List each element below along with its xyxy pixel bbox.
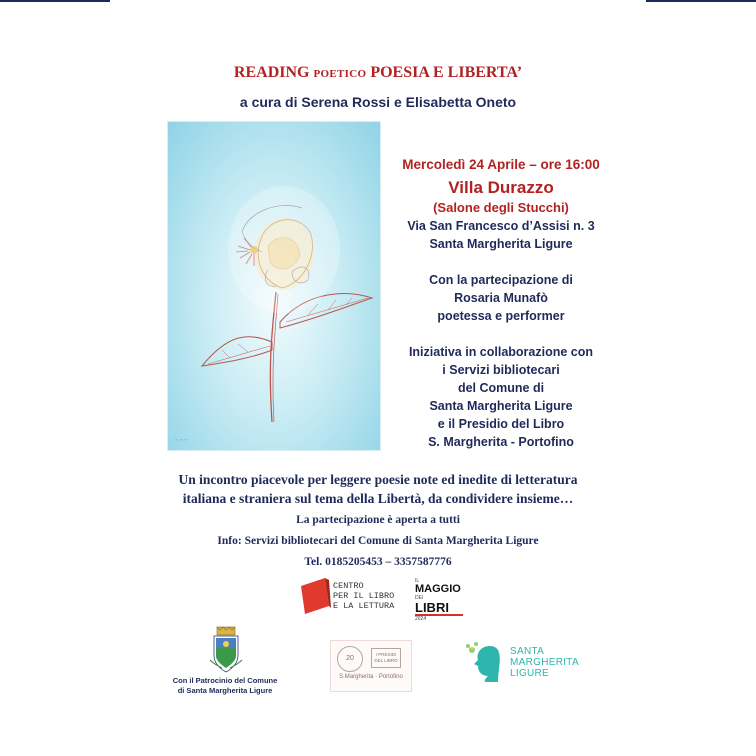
description-line: italiana e straniera sul tema della Libertà, da condividere insieme… <box>182 491 574 506</box>
poster-subtitle: a cura di Serena Rossi e Elisabetta Oneto <box>239 94 517 110</box>
painting-signature: ~ ~ ~ <box>175 438 188 444</box>
sml-line: SANTA <box>510 646 545 657</box>
collaboration-line: e il Presidio del Libro <box>437 417 565 431</box>
participation-line: Con la partecipazione di <box>429 273 573 287</box>
phone-line: Tel. 0185205453 – 3357587776 <box>304 556 452 568</box>
presidio-book-badge: I PRESIDI DEL LIBRO <box>371 648 401 668</box>
presidio-20-badge: 20 <box>337 646 363 672</box>
book-red-icon <box>299 576 333 616</box>
participation-line: poetessa e performer <box>437 309 565 323</box>
event-description <box>140 470 616 508</box>
centro-line: E LA LETTURA <box>333 601 395 611</box>
maggio-word: MAGGIO <box>415 583 461 595</box>
centro-line: PER IL LIBRO <box>333 591 395 601</box>
participation-line: Rosaria Munafò <box>454 291 548 305</box>
patrocinio-line: Con il Patrocinio del Comune <box>172 676 278 685</box>
open-to-all: La partecipazione è aperta a tutti <box>296 514 460 526</box>
patrocinio-text <box>150 676 300 696</box>
address-line: Via San Francesco d’Assisi n. 3 <box>407 219 595 233</box>
description-line: Un incontro piacevole per leggere poesie note ed inedite di letteratura <box>178 472 578 487</box>
title-reading: READING <box>233 64 314 81</box>
sml-line: MARGHERITA <box>510 657 579 668</box>
centro-line: CENTRO <box>333 581 364 591</box>
maggio-libri: LIBRI <box>415 600 449 615</box>
centro-libro-logo <box>299 576 399 618</box>
event-details <box>386 156 616 451</box>
flower-painting <box>168 122 380 450</box>
top-left-rule <box>0 0 110 2</box>
patrocinio-line: di Santa Margherita Ligure <box>177 686 273 695</box>
collaboration-line: i Servizi bibliotecari <box>442 363 560 377</box>
event-date: Mercoledì 24 Aprile – ore 16:00 <box>402 157 600 172</box>
address-line: Santa Margherita Ligure <box>429 237 573 251</box>
presidio-libro-logo <box>330 640 412 692</box>
collaboration-line: Santa Margherita Ligure <box>429 399 573 413</box>
collaboration-line: del Comune di <box>457 381 545 395</box>
maggio-year: 2024 <box>415 614 463 622</box>
woman-profile-flower-icon <box>464 640 508 684</box>
municipal-crest-icon <box>208 626 244 674</box>
title-poetico: POETICO <box>313 68 367 80</box>
collaboration-line: S. Margherita - Portofino <box>428 435 574 449</box>
santa-margherita-logo <box>464 640 584 684</box>
maggio-il: IL <box>415 578 420 584</box>
maggio-dei: DEI <box>415 595 424 601</box>
top-right-rule <box>646 0 756 2</box>
presidio-caption: S.Margherita · Portofino <box>339 674 403 680</box>
info-line: Info: Servizi bibliotecari del Comune di Santa Margherita Ligure <box>217 535 539 547</box>
event-room: (Salone degli Stucchi) <box>433 200 569 215</box>
maggio-libri-logo <box>415 578 463 622</box>
flower-illustration <box>168 122 380 450</box>
sml-line: LIGURE <box>510 668 550 679</box>
poster-title <box>0 64 756 82</box>
collaboration-line: Iniziativa in collaborazione con <box>408 345 594 359</box>
title-poesia-liberta: POESIA E LIBERTA’ <box>366 64 523 81</box>
event-venue: Villa Durazzo <box>448 178 554 197</box>
